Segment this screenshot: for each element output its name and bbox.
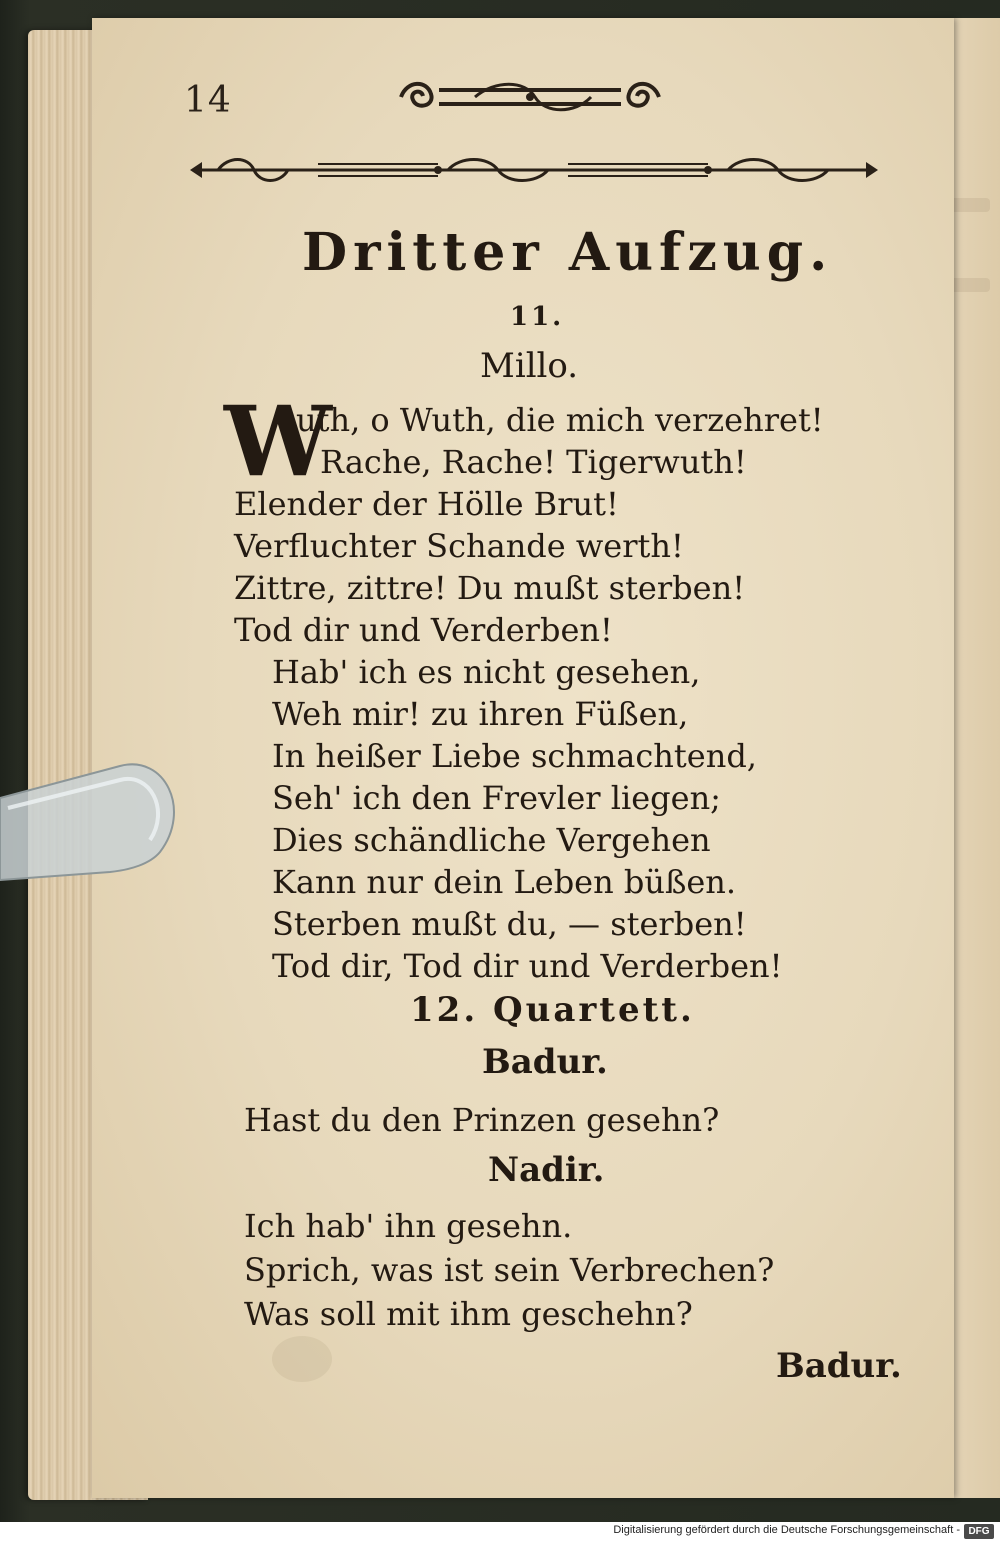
catchword: Badur. [776,1346,902,1386]
verse-line: Tod dir und Verderben! [234,611,613,649]
ornament-rule [188,150,880,190]
speaker-name: Millo. [480,346,579,386]
verse-line: Kann nur dein Leben büßen. [272,863,737,901]
verse-line: In heißer Liebe schmachtend, [272,737,757,775]
verse-line: Sterben mußt du, — sterben! [272,905,747,943]
verse-line: Tod dir, Tod dir und Verderben! [272,947,783,985]
page-clip-holder [0,760,185,900]
page-number: 14 [184,80,232,121]
verse-line: Ich hab' ihn gesehn. [244,1207,573,1245]
verse-line: Rache, Rache! Tigerwuth! [320,443,747,481]
section-heading: 12. Quartett. [410,990,695,1030]
verse-line: Elender der Hölle Brut! [234,485,619,523]
section-number: 11. [510,302,565,332]
verse-line: Sprich, was ist sein Verbrechen? [244,1251,775,1289]
verse-line: Seh' ich den Frevler liegen; [272,779,721,817]
verse-line: uth, o Wuth, die mich verzehret! [296,401,824,439]
act-title: Dritter Aufzug. [302,222,834,283]
verse-line: Hast du den Prinzen gesehn? [244,1101,720,1139]
dfg-logo: DFG [964,1524,994,1539]
verse-line: Weh mir! zu ihren Füßen, [272,695,689,733]
verse-line: Was soll mit ihm geschehn? [244,1295,693,1333]
ornament-headpiece [395,72,665,122]
verse-line: Dies schändliche Vergehen [272,821,711,859]
verse-line: Zittre, zittre! Du mußt sterben! [234,569,746,607]
footer-credit: Digitalisierung gefördert durch die Deutsche Forschungsgemeinschaft - [613,1524,960,1536]
drop-cap: W [224,385,332,498]
verse-line: Verfluchter Schande werth! [234,527,684,565]
ink-smudge [272,1336,332,1382]
speaker-name: Nadir. [488,1150,605,1190]
verse-line: Hab' ich es nicht gesehen, [272,653,701,691]
speaker-name: Badur. [482,1042,608,1082]
